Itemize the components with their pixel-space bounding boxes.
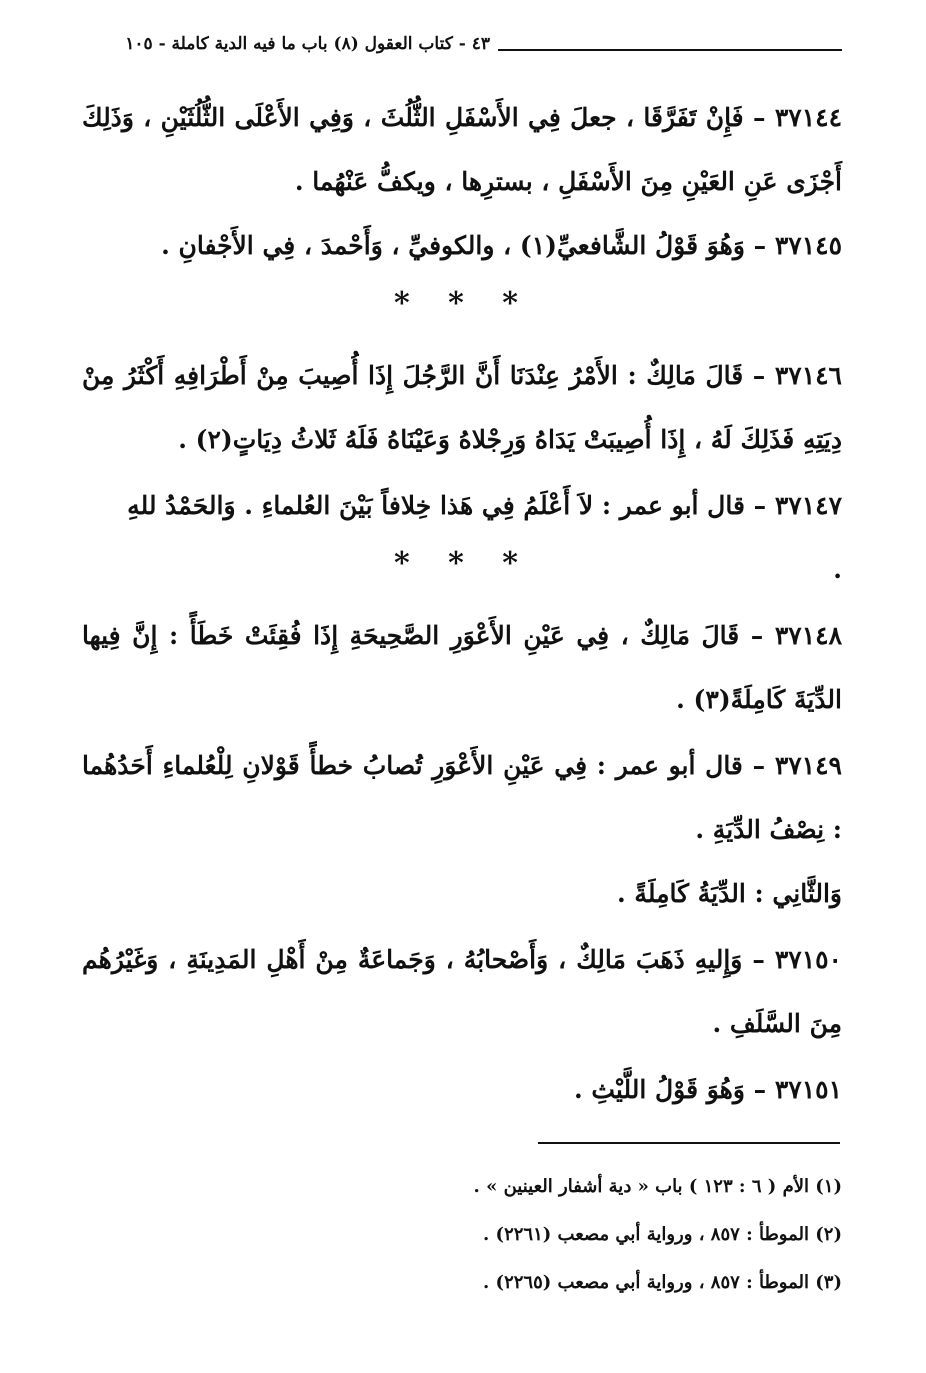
dash: – — [744, 231, 767, 260]
paragraph-37147 — [122, 474, 842, 602]
paragraph-text: وَالثَّانِي : الدِّيَةُ كَامِلَةً . — [617, 879, 842, 908]
paragraph-37151 — [122, 1058, 842, 1122]
paragraph-37145 — [142, 214, 842, 278]
dash: – — [739, 621, 764, 650]
dash: – — [742, 751, 766, 780]
dash: – — [743, 361, 766, 390]
paragraph-number: ٣٧١٤٤ — [774, 103, 842, 132]
dash: – — [742, 945, 765, 974]
section-separator: * * * — [394, 546, 532, 581]
footnote-marker: (٢) — [815, 1224, 842, 1245]
paragraph-second-opinion — [122, 862, 842, 926]
speaker-label: قال أبو عمر : — [596, 751, 743, 780]
dash: – — [743, 103, 766, 132]
paragraph-37150 — [82, 928, 842, 1056]
header-rule — [498, 49, 842, 51]
speaker-label: قَالَ مَالِكٌ : — [627, 361, 744, 390]
speaker-label: قَالَ مَالِكٌ ، — [620, 621, 740, 650]
footnote-marker: (١) — [815, 1176, 842, 1197]
paragraph-number: ٣٧١٤٩ — [774, 751, 842, 780]
footnote-marker: (٣) — [815, 1272, 842, 1293]
footnote-2 — [483, 1224, 842, 1245]
paragraph-text: وَإِليهِ ذَهَبَ مَالِكٌ ، وَأَصْحابُهُ ، وَجَماعَةٌ مِنْ أَهْلِ المَدِينَةِ ، وَغَيْرُهُم مِنَ السَّلَفِ . — [82, 945, 842, 1038]
paragraph-number: ٣٧١٥١ — [774, 1075, 842, 1104]
paragraph-number: ٣٧١٤٦ — [774, 361, 842, 390]
paragraph-number: ٣٧١٤٥ — [774, 231, 842, 260]
paragraph-text: فَإِنْ تَفَرَّقَا ، جعلَ فِي الأَسْفَلِ الثُّلُثَ ، وَفِي الأَعْلَى الثُّلُثَيْنِ ، وَذَلِكَ أَجْزَى عَنِ العَيْنِ مِنَ الأَسْفَلِ ، بسترِها ، ويكفُّ عَنْهُما . — [82, 103, 842, 196]
dash: – — [744, 491, 767, 520]
section-separator: * * * — [394, 286, 532, 321]
footnote-1 — [474, 1176, 842, 1197]
speaker-label: قال أبو عمر : — [601, 491, 745, 520]
paragraph-text: وَهُوَ قَوْلُ اللَّيْثِ . — [573, 1075, 745, 1104]
paragraph-number: ٣٧١٤٨ — [774, 621, 842, 650]
paragraph-text: وَهُوَ قَوْلُ الشَّافعيِّ(١) ، والكوفيِّ ، وَأَحْمدَ ، فِي الأَجْفانِ . — [161, 231, 745, 260]
paragraph-text: الأَمْرُ عِنْدَنَا أَنَّ الرَّجُلَ إِذَا أُصِيبَ مِنْ أَطْرَافِهِ أَكْثَرُ مِنْ دِيَتِهِ فَذَلِكَ لَهُ ، إِذَا أُصِيبَتْ يَدَاهُ وَرِجْلاهُ وَعَيْنَاهُ فَلَهُ ثَلاثُ دِيَاتٍ(٢) . — [82, 361, 842, 454]
paragraph-37146 — [82, 344, 842, 472]
paragraph-text: فِي عَيْنِ الأَعْوَرِ الصَّحِيحَةِ إِذَا فُقِئَتْ خَطَأً : إِنَّ فِيها الدِّيَةَ كَامِلَةً(٣) . — [82, 621, 842, 714]
footnote-rule — [538, 1142, 840, 1144]
footnote-text: الموطأ : ٨٥٧ ، ورواية أبي مصعب (٢٢٦٥) . — [483, 1272, 809, 1293]
paragraph-text: لاَ أَعْلَمُ فِي هَذا خِلافاً بَيْنَ العُلماءِ . وَالحَمْدُ للهِ . — [127, 491, 842, 584]
paragraph-number: ٣٧١٤٧ — [774, 491, 842, 520]
paragraph-number: ٣٧١٥٠ — [774, 945, 842, 974]
paragraph-37148 — [82, 604, 842, 732]
footnote-text: ( ٦ : ١٢٣ ) باب « دية أشفار العينين » . — [473, 1176, 777, 1197]
footnote-source: الأم — [782, 1176, 809, 1197]
paragraph-37144 — [82, 86, 842, 214]
paragraph-37149 — [82, 734, 842, 862]
footnote-text: الموطأ : ٨٥٧ ، ورواية أبي مصعب (٢٢٦١) . — [483, 1224, 809, 1245]
dash: – — [744, 1075, 767, 1104]
footnote-3 — [483, 1272, 842, 1293]
paragraph-text: فِي عَيْنِ الأَعْوَرِ تُصابُ خطأً قَوْلانِ لِلْعُلماءِ أَحَدُهُما : نِصْفُ الدِّيَةِ . — [82, 751, 842, 844]
running-header: ٤٣ - كتاب العقول (٨) باب ما فيه الدية كاملة - ١٠٥ — [125, 34, 490, 54]
